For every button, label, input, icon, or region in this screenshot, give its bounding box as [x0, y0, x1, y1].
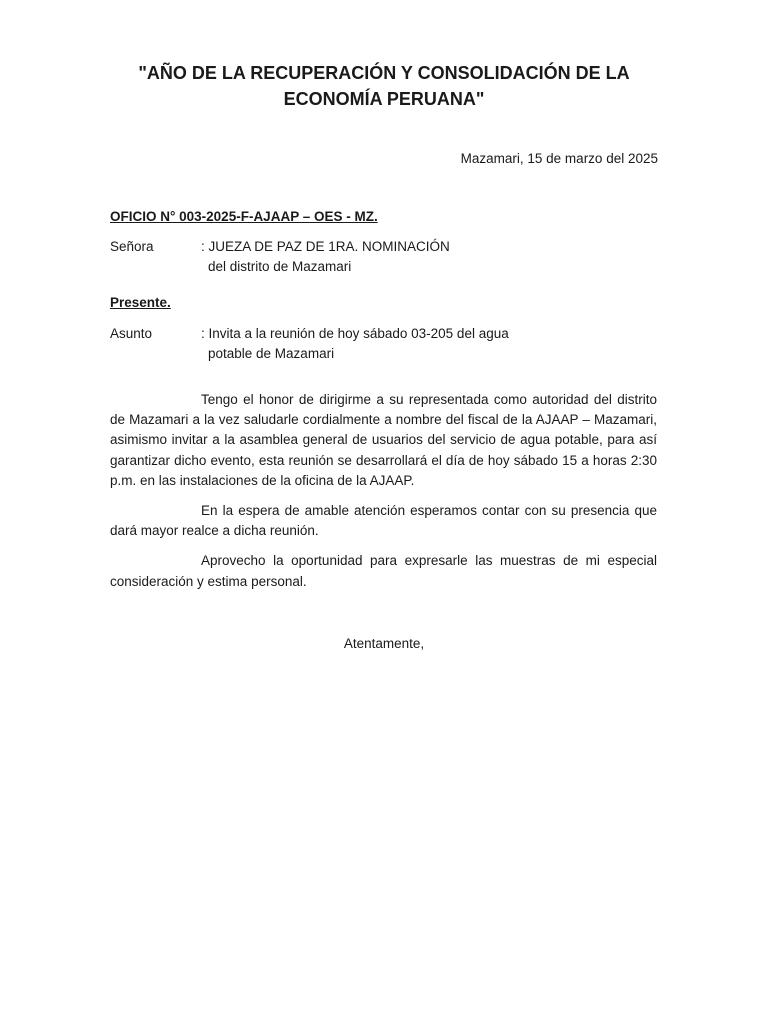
subject-line-1: : Invita a la reunión de hoy sábado 03-205 del agua [201, 326, 509, 341]
letter-body [110, 390, 657, 602]
document-date: Mazamari, 15 de marzo del 2025 [460, 151, 658, 166]
subject-value [201, 324, 509, 363]
closing-salutation: Atentamente, [343, 636, 425, 651]
document-title [110, 60, 658, 112]
subject-line-2: potable de Mazamari [208, 345, 335, 361]
presente-heading: Presente. [110, 295, 171, 310]
body-paragraph-1: Tengo el honor de dirigirme a su representada como autoridad del distrito de Mazamari a la vez saludarle cordialmente a nombre del fiscal de la AJAAP – Mazamari, asimismo invitar a la asamblea general de usuarios del servicio de agua potable, para así garantizar dicho evento, esta reunión se desarrollará el día de hoy sábado 15 a horas 2:30 p.m. en las instalaciones de la oficina de la AJAAP. [110, 392, 657, 488]
recipient-label: Señora [110, 239, 154, 254]
body-paragraph-3: Aprovecho la oportunidad para expresarle las muestras de mi especial consideración y estima personal. [110, 553, 657, 589]
recipient-line-1: : JUEZA DE PAZ DE 1RA. NOMINACIÓN [201, 239, 450, 254]
title-line-2: ECONOMÍA PERUANA" [283, 89, 485, 109]
body-paragraph-2: En la espera de amable atención esperamos contar con su presencia que dará mayor realce a dicha reunión. [110, 503, 657, 539]
oficio-number: OFICIO N° 003-2025-F-AJAAP – OES - MZ. [110, 209, 378, 224]
subject-label: Asunto [110, 326, 153, 341]
recipient-value [201, 237, 450, 276]
recipient-line-2: del distrito de Mazamari [208, 258, 352, 274]
title-line-1: "AÑO DE LA RECUPERACIÓN Y CONSOLIDACIÓN DE LA [138, 63, 630, 83]
